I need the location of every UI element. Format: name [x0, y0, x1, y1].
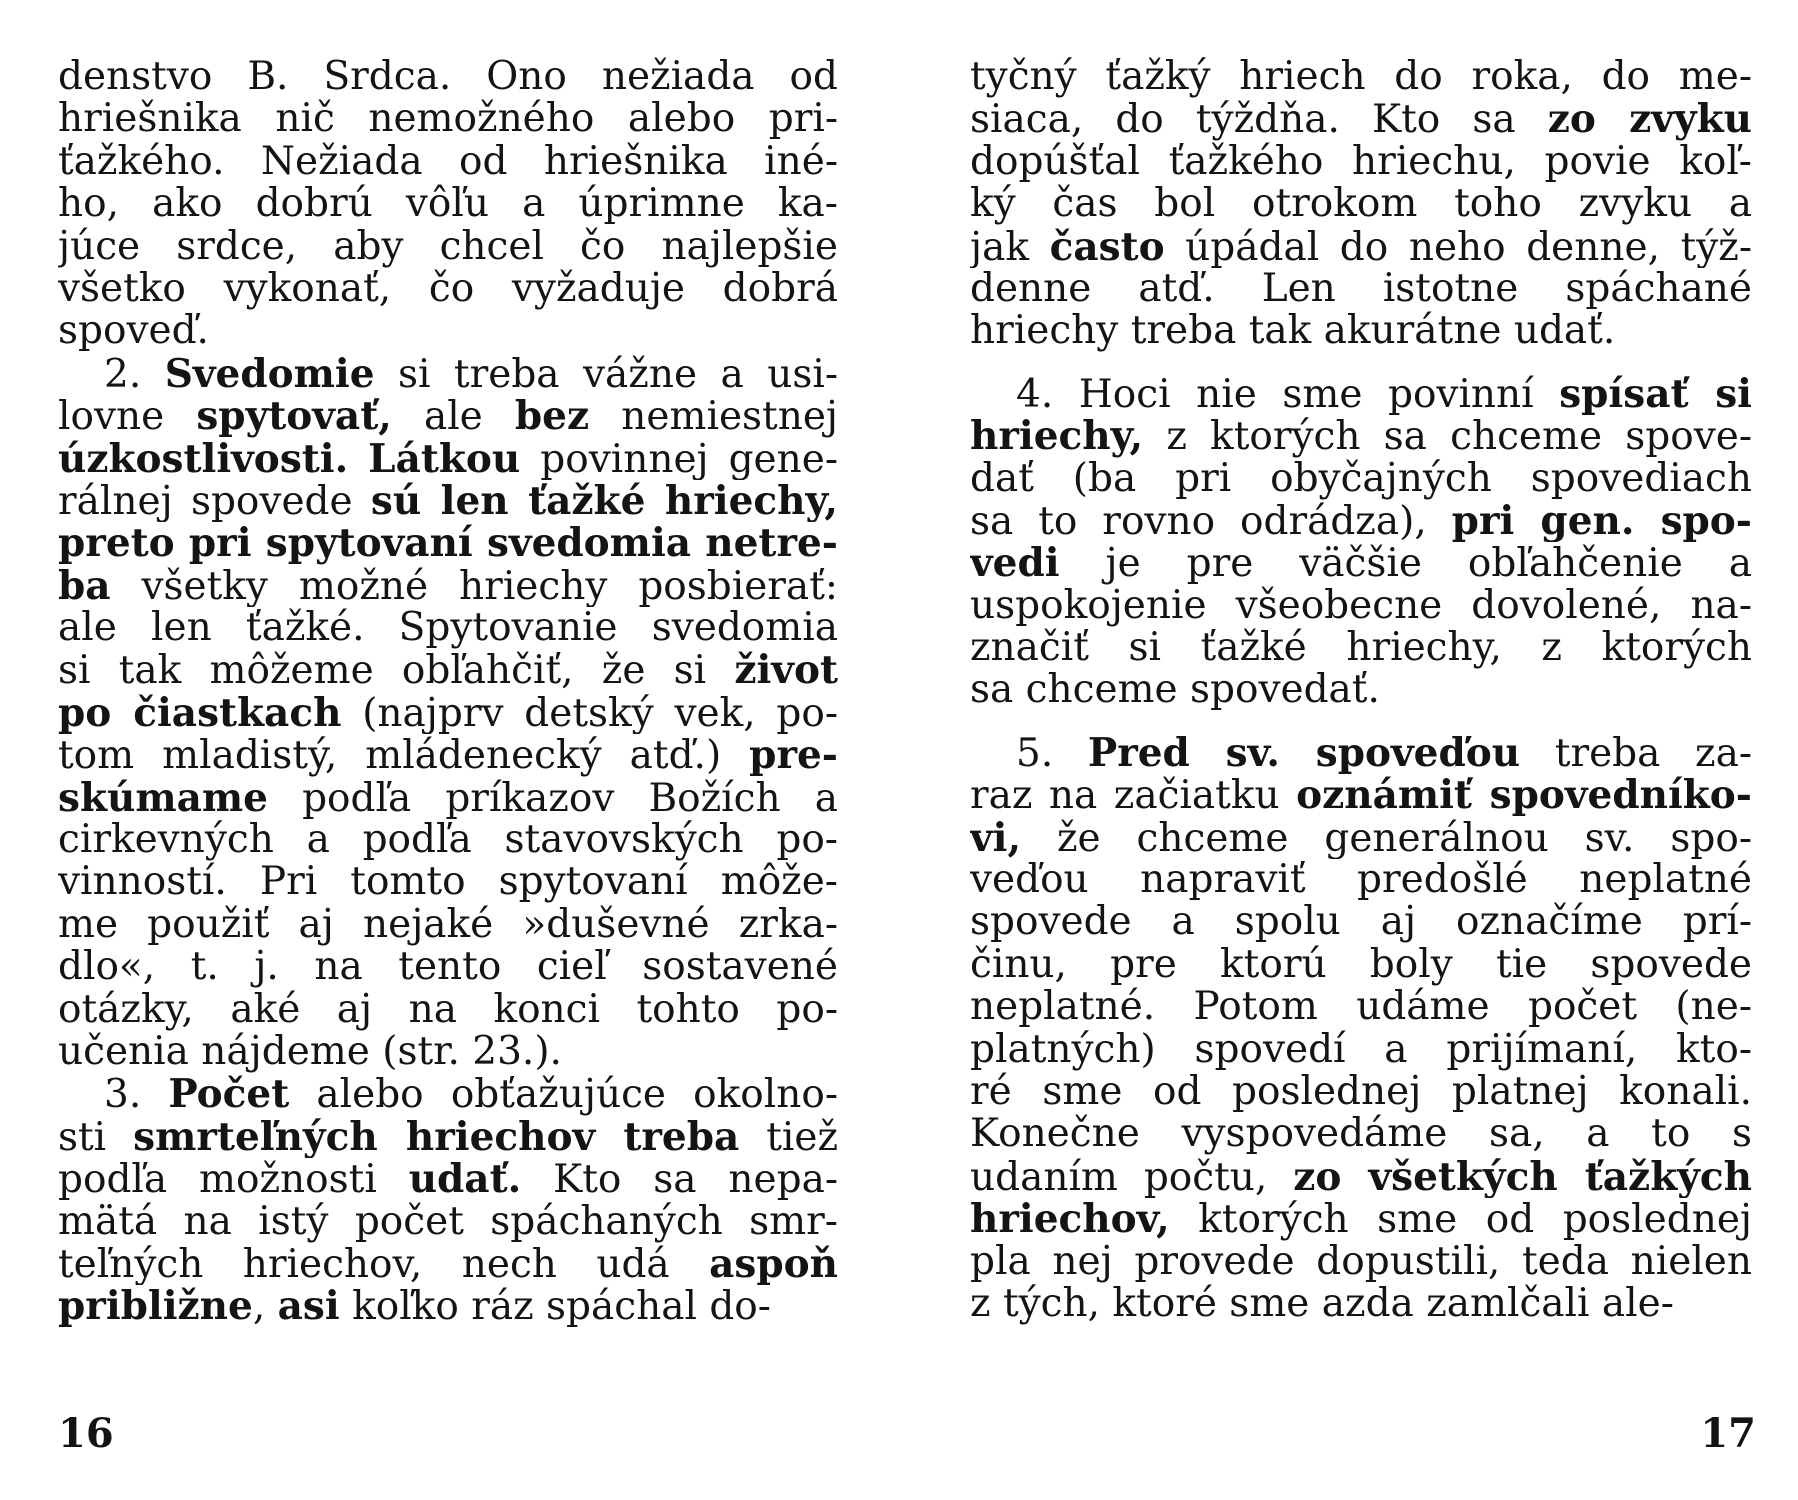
text-run: dať (ba pri obyčajných spovediach	[970, 457, 1752, 500]
text-run: koľko ráz spáchal do-	[339, 1285, 771, 1328]
text-line	[58, 183, 838, 225]
text-line	[970, 1241, 1752, 1283]
text-run: povinnej gene-	[520, 437, 838, 480]
text-line	[970, 458, 1752, 500]
text-run: je pre väčšie obľahčenie a	[1059, 542, 1752, 585]
text-line	[58, 861, 838, 903]
text-line	[58, 565, 838, 607]
page-number-left: 16	[58, 1410, 114, 1457]
text-line	[58, 607, 838, 649]
text-line	[970, 268, 1752, 310]
text-run: ale	[391, 395, 515, 438]
text-run: denstvo B. Srdca. Ono nežiada od	[58, 56, 838, 99]
text-line	[58, 989, 838, 1031]
text-run: učenia nájdeme (str. 23.).	[58, 1030, 562, 1074]
text-line	[970, 56, 1752, 98]
bold-text: po čiastkach	[58, 691, 342, 735]
text-run: spovede a spolu aj označíme prí-	[970, 901, 1752, 944]
bold-text: bez	[514, 395, 590, 438]
text-line	[970, 98, 1752, 140]
text-line	[58, 946, 838, 988]
bold-text: vi,	[970, 816, 1022, 860]
text-line	[58, 141, 838, 183]
bold-text: pre-	[749, 734, 838, 777]
bold-text: oznámiť spovedníko-	[1296, 774, 1752, 817]
text-run: všetky možné hriechy posbierať:	[110, 564, 838, 608]
bold-text: Počet	[168, 1073, 290, 1116]
paragraph-gap	[970, 353, 1752, 373]
text-line	[58, 777, 838, 819]
text-line	[58, 692, 838, 734]
text-run: vinností. Pri tomto spytovaní môže-	[58, 861, 838, 904]
text-run	[348, 438, 368, 480]
text-run: ký čas bol otrokom toho zvyku a	[970, 183, 1752, 226]
text-run: všetko vykonať, čo vyžaduje dobrá	[58, 267, 838, 311]
text-run: me použiť aj nejaké »duševné zrka-	[58, 903, 838, 947]
text-run: hriešnika nič nemožného alebo pri-	[58, 98, 838, 141]
text-line	[970, 183, 1752, 225]
text-run: ,	[252, 1285, 278, 1328]
text-line	[970, 415, 1752, 457]
text-run: úpádal do neho denne, týž-	[1164, 225, 1752, 268]
text-run: dlo«, t. j. na tento cieľ sostavené	[58, 946, 838, 989]
text-run: sa chceme spovedať.	[970, 669, 1380, 712]
text-line	[970, 1029, 1752, 1071]
text-run: jak	[970, 225, 1050, 268]
text-run: ho, ako dobrú vôľu a úprimne ka-	[58, 183, 838, 226]
text-run: podľa možnosti	[58, 1158, 409, 1201]
text-line	[970, 141, 1752, 183]
text-line	[58, 310, 838, 352]
text-run: 3.	[104, 1073, 169, 1116]
text-line	[58, 480, 838, 522]
bold-text: hriechov,	[970, 1198, 1170, 1241]
text-run: 4. Hoci nie sme povinní	[1016, 372, 1560, 416]
text-line	[970, 901, 1752, 943]
text-run: mätá na istý počet spáchaných smr-	[58, 1200, 838, 1243]
text-line	[970, 732, 1752, 774]
text-line	[970, 310, 1752, 352]
text-run: spoveď.	[58, 310, 209, 353]
bold-text: Pred sv. spoveďou	[1087, 731, 1521, 775]
bold-text: aspoň	[709, 1242, 838, 1286]
text-run: tom mladistý, mládenecký atď.)	[58, 734, 750, 777]
text-run: činu, pre ktorú boly tie spovede	[970, 943, 1752, 987]
text-line	[58, 1201, 838, 1243]
left-page	[58, 56, 838, 1328]
text-run: ré sme od poslednej platnej konali.	[970, 1070, 1752, 1114]
text-run: dopúšťal ťažkého hriechu, povie koľ-	[970, 140, 1752, 184]
text-line	[58, 353, 838, 395]
bold-text: spytovať,	[196, 395, 392, 438]
text-run: raz na začiatku	[970, 774, 1297, 817]
text-line	[970, 226, 1752, 268]
bold-text: pri gen. spo-	[1451, 499, 1752, 543]
text-run: rálnej spovede	[58, 479, 371, 523]
text-line	[58, 734, 838, 776]
bold-text: ba	[58, 564, 111, 608]
text-run: alebo obťažujúce okolno-	[289, 1073, 838, 1116]
text-run: teľných hriechov, nech udá	[58, 1242, 710, 1286]
bold-text: zo všetkých ťažkých	[1293, 1155, 1752, 1199]
text-run: značiť si ťažké hriechy, z ktorých	[970, 627, 1752, 670]
text-line	[970, 859, 1752, 901]
text-line	[58, 1031, 838, 1073]
text-line	[58, 1158, 838, 1200]
bold-text: približne	[58, 1285, 253, 1328]
right-page	[970, 56, 1752, 1325]
text-line	[58, 268, 838, 310]
text-line	[970, 1071, 1752, 1113]
bold-text: často	[1049, 225, 1165, 268]
text-run: sti	[58, 1115, 134, 1159]
text-line	[58, 522, 838, 564]
text-line	[58, 1243, 838, 1285]
text-run: z tých, ktoré sme azda zamlčali ale-	[970, 1282, 1674, 1326]
text-run: podľa príkazov Božích a	[267, 776, 838, 820]
bold-text: život	[734, 649, 838, 692]
text-run: tyčný ťažký hriech do roka, do me-	[970, 56, 1752, 99]
text-run: nemiestnej	[589, 395, 838, 438]
bold-text: Látkou	[368, 437, 521, 480]
bold-text: preto pri spytovaní svedomia netre-	[58, 522, 838, 565]
text-run: otázky, aké aj na konci tohto po-	[58, 988, 838, 1031]
paragraph-gap	[970, 712, 1752, 732]
text-line	[970, 627, 1752, 669]
text-run: si treba vážne a usi-	[374, 352, 838, 396]
text-line	[970, 669, 1752, 711]
text-line	[970, 1283, 1752, 1325]
text-run: siaca, do týždňa. Kto sa	[970, 98, 1548, 141]
text-run: tiež	[739, 1115, 838, 1159]
text-run: sa to rovno odrádza),	[970, 499, 1452, 543]
bold-text: hriechy,	[970, 415, 1144, 458]
text-line	[970, 542, 1752, 584]
text-run: (najprv detský vek, po-	[341, 691, 838, 735]
bold-text: úzkostlivosti.	[58, 437, 349, 480]
text-line	[970, 373, 1752, 415]
bold-text: sú len ťažké hriechy,	[370, 479, 838, 523]
text-run: cirkevných a podľa stavovských po-	[58, 819, 838, 862]
text-run: že chceme generálnou sv. spo-	[1021, 816, 1752, 860]
text-run: Konečne vyspovedáme sa, a to s	[970, 1113, 1752, 1156]
page-number-right: 17	[1700, 1410, 1756, 1457]
bold-text: udať.	[408, 1158, 522, 1201]
bold-text: asi	[277, 1285, 340, 1328]
bold-text: skúmame	[58, 776, 268, 820]
bold-text: vedi	[970, 542, 1060, 585]
text-run: udaním počtu,	[970, 1155, 1294, 1199]
text-run: pla nej provede dopustili, teda nielen	[970, 1240, 1752, 1283]
bold-text: spísať si	[1559, 372, 1752, 416]
text-line	[970, 944, 1752, 986]
text-line	[970, 817, 1752, 859]
text-run: veďou napraviť predošlé neplatné	[970, 859, 1752, 902]
bold-text: Svedomie	[164, 352, 375, 396]
text-line	[58, 438, 838, 480]
text-run: ťažkého. Nežiada od hriešnika iné-	[58, 140, 838, 184]
text-line	[970, 774, 1752, 816]
text-line	[58, 1285, 838, 1327]
text-run: si tak môžeme obľahčiť, že si	[58, 649, 735, 692]
text-line	[970, 1198, 1752, 1240]
text-run: z ktorých sa chceme spove-	[1143, 415, 1752, 458]
text-run: denne atď. Len istotne spáchané	[970, 267, 1752, 311]
text-line	[970, 500, 1752, 542]
text-line	[970, 1113, 1752, 1155]
text-line	[58, 819, 838, 861]
text-line	[970, 986, 1752, 1028]
text-run: treba za-	[1520, 731, 1752, 775]
text-run: neplatné. Potom udáme počet (ne-	[970, 986, 1752, 1029]
text-run: júce srdce, aby chcel čo najlepšie	[58, 225, 838, 268]
text-line	[58, 904, 838, 946]
text-line	[970, 585, 1752, 627]
text-run: Kto sa nepa-	[521, 1158, 838, 1201]
bold-text: zo zvyku	[1547, 98, 1752, 141]
text-line	[970, 1156, 1752, 1198]
text-line	[58, 226, 838, 268]
text-run: hriechy treba tak akurátne udať.	[970, 310, 1616, 353]
text-run: ale len ťažké. Spytovanie svedomia	[58, 607, 838, 650]
text-run: uspokojenie všeobecne dovolené, na-	[970, 584, 1752, 628]
text-line	[58, 56, 838, 98]
text-run: platných) spovedí a prijímaní, kto-	[970, 1028, 1752, 1071]
text-run: lovne	[58, 395, 197, 438]
text-line	[58, 98, 838, 140]
bold-text: smrteľných hriechov treba	[133, 1115, 740, 1159]
text-run: 5.	[1016, 731, 1088, 775]
text-line	[58, 395, 838, 437]
text-run: 2.	[104, 352, 165, 396]
text-line	[58, 1073, 838, 1115]
text-line	[58, 1116, 838, 1158]
text-run: ktorých sme od poslednej	[1169, 1198, 1752, 1241]
text-line	[58, 649, 838, 691]
